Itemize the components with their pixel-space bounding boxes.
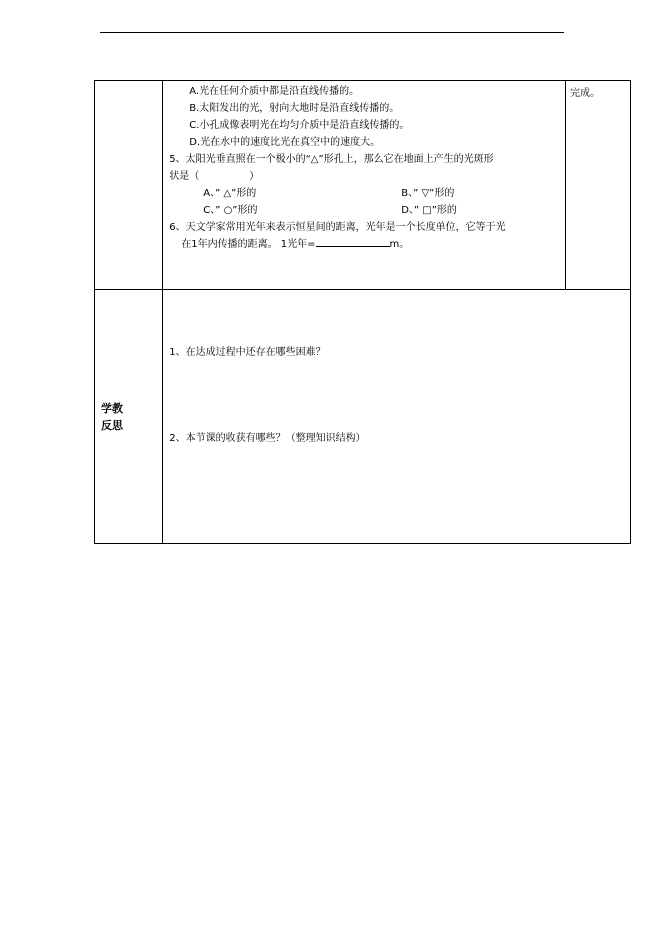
question-6-line2: [169, 236, 561, 253]
answer-blank: [316, 236, 390, 247]
reflection-label-line1: 学教: [101, 401, 123, 415]
q5-option-c: C、” ○”形的: [203, 205, 258, 216]
exercise-content-cell: [163, 81, 566, 290]
reflection-label-line2: 反思: [101, 418, 123, 432]
exercise-row: [95, 81, 631, 290]
question-5-paren-close: ）: [249, 171, 260, 182]
reflection-label-cell: [95, 290, 163, 544]
question-5-options-row-1: [169, 185, 561, 202]
question-5-options-row-2: [169, 202, 561, 219]
worksheet-table: [94, 80, 631, 544]
header-rule: [100, 32, 564, 33]
q5-option-a: A、” △”形的: [203, 188, 257, 199]
question-5-line1: 5、太阳光垂直照在一个极小的“△”形孔上，那么它在地面上产生的光斑形: [169, 154, 494, 165]
option-c-line: C.小孔成像表明光在均匀介质中是沿直线传播的。: [189, 120, 410, 131]
question-6-text: 在1年内传播的距离。 1光年=: [181, 239, 316, 250]
reflection-question-2: 2、本节课的收获有哪些？（整理知识结构）: [169, 433, 366, 444]
question-5-paren-open: 状是（: [169, 171, 200, 182]
question-6-unit: m。: [389, 239, 410, 250]
question-6-line1: 6、天文学家常用光年来表示恒星间的距离，光年是一个长度单位，它等于光: [169, 222, 506, 233]
reflection-row: [95, 290, 631, 544]
option-a-line: A.光在任何介质中都是沿直线传播的。: [189, 86, 360, 97]
option-b-line: B.太阳发出的光，射向大地时是沿直线传播的。: [189, 103, 400, 114]
exercise-note-cell: [566, 81, 631, 290]
exercise-label-cell: [95, 81, 163, 290]
option-d-line: D.光在水中的速度比光在真空中的速度大。: [189, 137, 381, 148]
reflection-content-cell: [163, 290, 631, 544]
note-text: 完成。: [570, 88, 601, 99]
question-5-line2: [169, 168, 561, 185]
reflection-question-1: 1、在达成过程中还存在哪些困难？: [169, 347, 326, 358]
q5-option-d: D、” □”形的: [401, 205, 457, 216]
q5-option-b: B、” ▽”形的: [401, 188, 455, 199]
